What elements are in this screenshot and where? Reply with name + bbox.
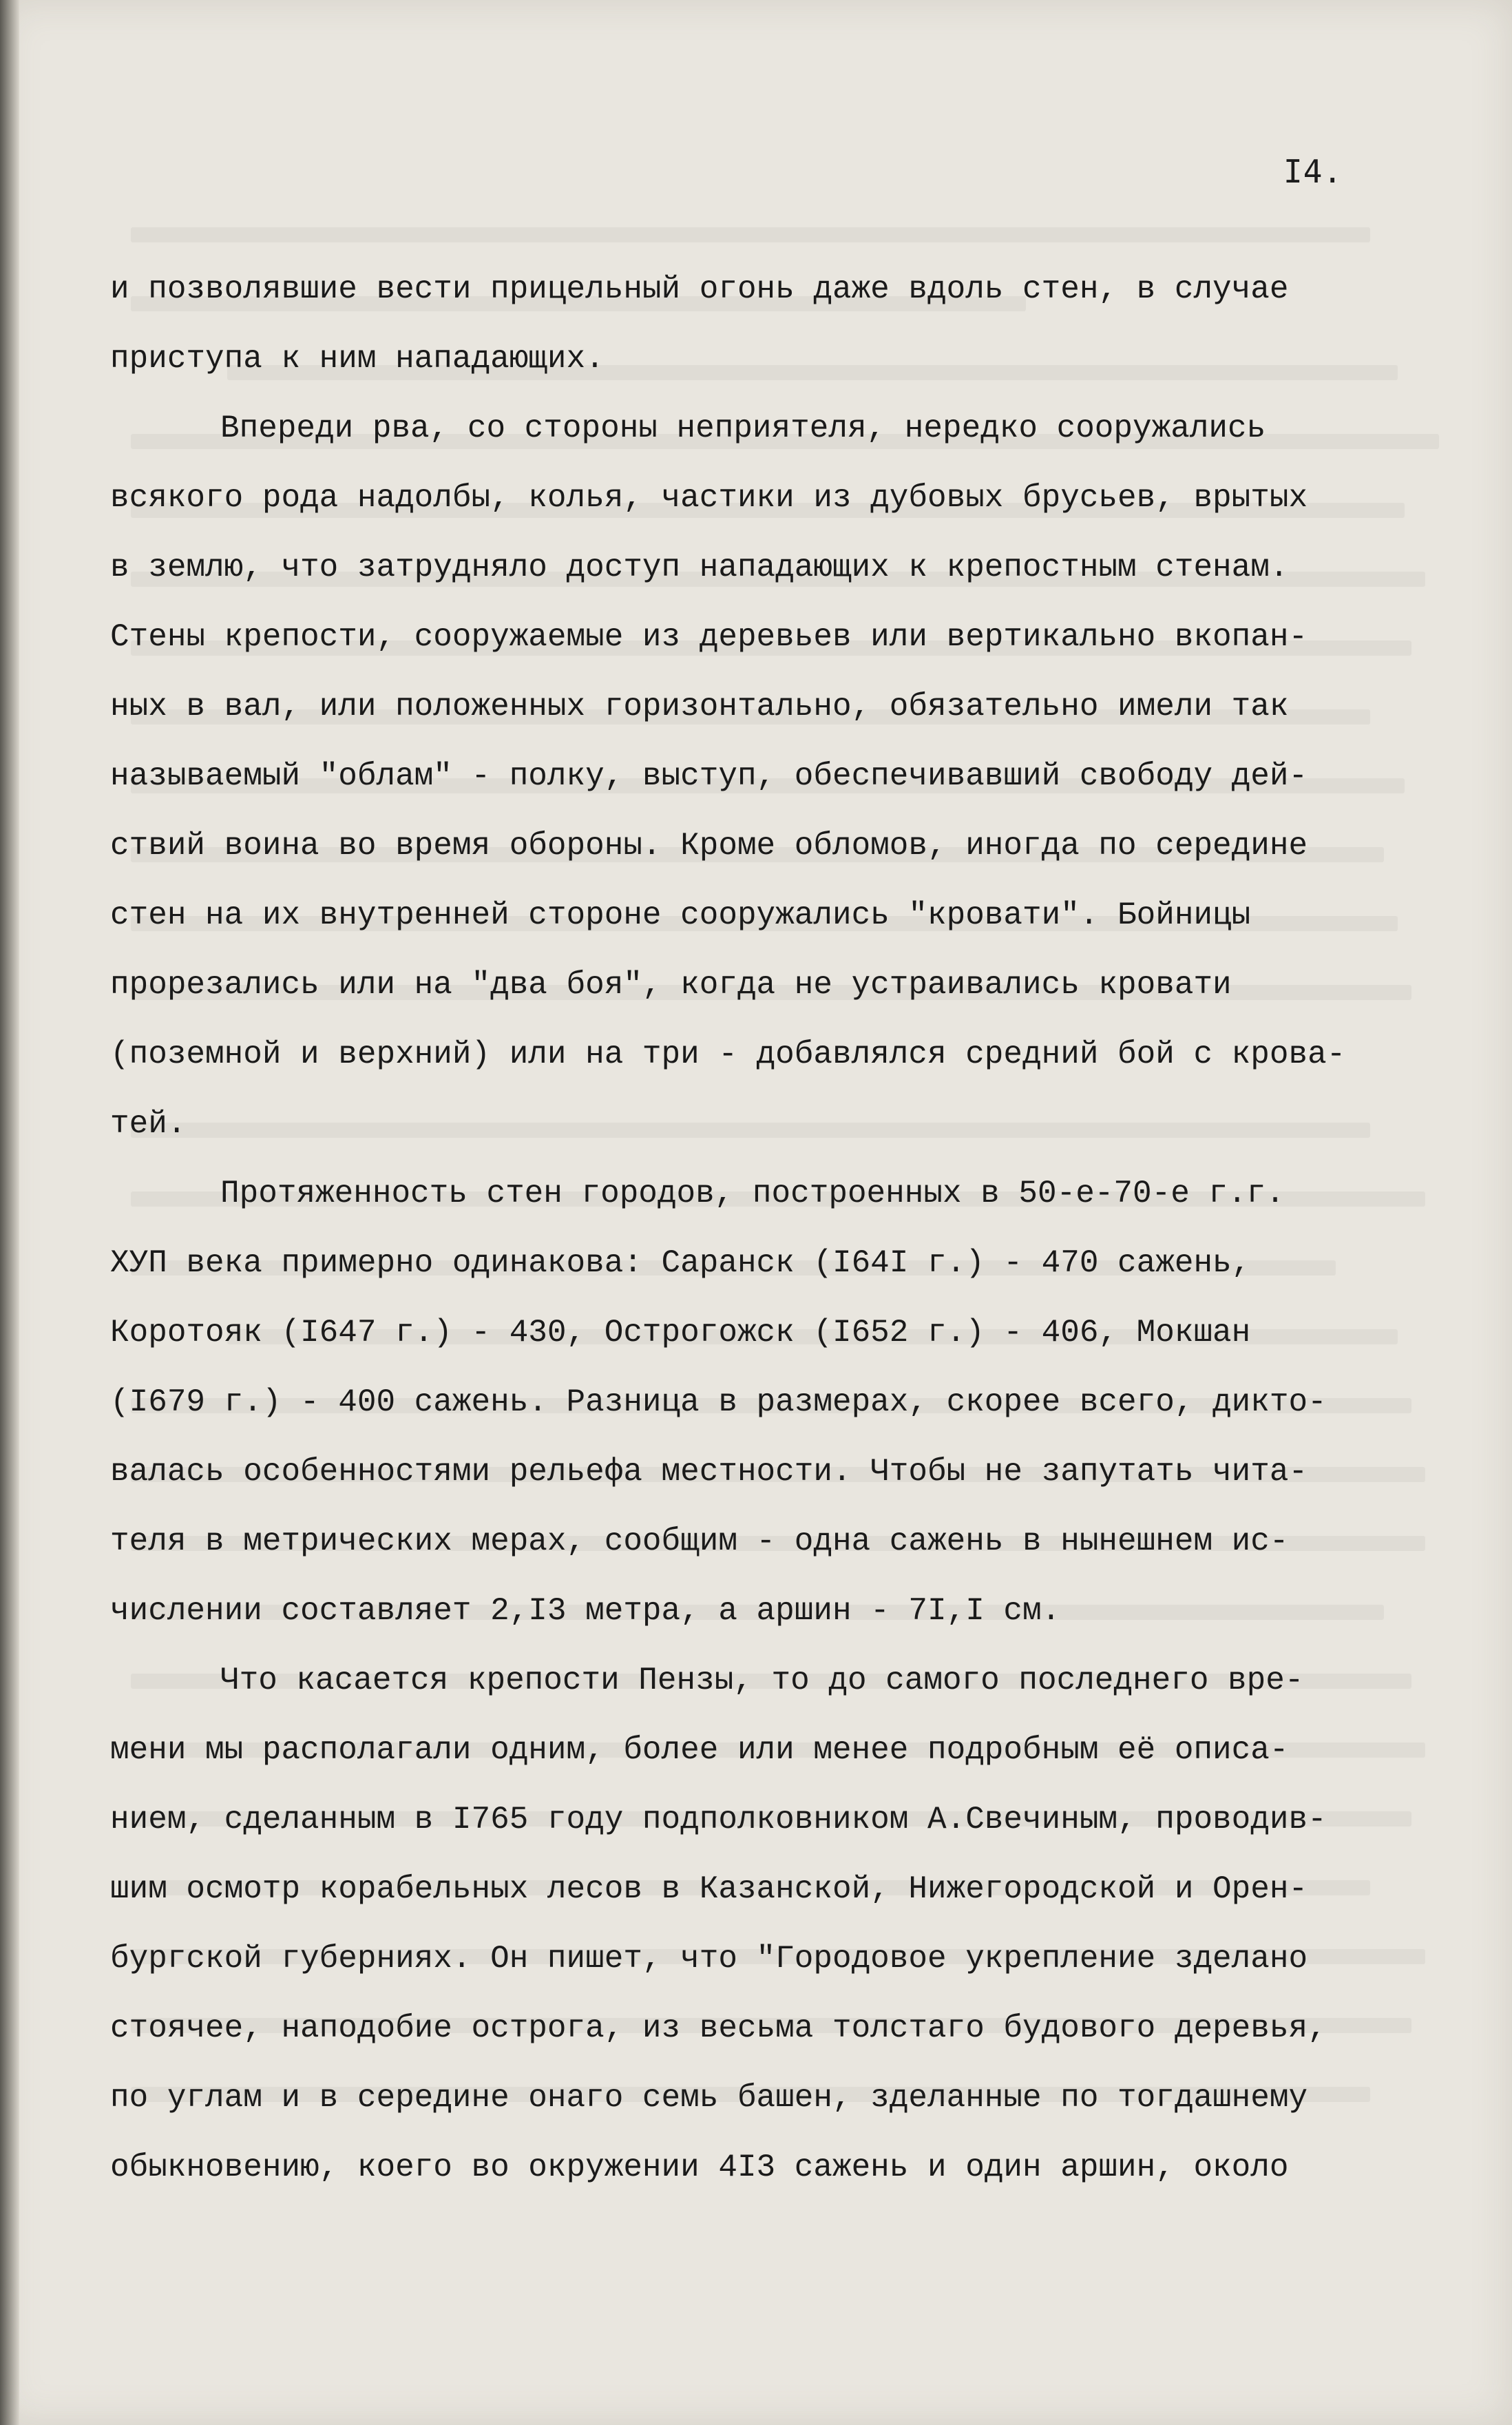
text-line: (поземной и верхний) или на три - добавлялся средний бой с крова- [110,1037,1346,1072]
text-line: приступа к ним нападающих. [110,341,605,377]
text-line: по углам и в середине онаго семь башен, зделанные по тогдашнему [110,2080,1308,2116]
page-number: I4. [1283,153,1343,190]
text-line: валась особенностями рельефа местности. Чтобы не запутать чита- [110,1454,1308,1490]
text-line: ствий воина во время обороны. Кроме обломов, иногда по середине [110,828,1308,864]
text-line: Впереди рва, со стороны неприятеля, нередко сооружались [220,410,1266,446]
text-line: (I679 г.) - 400 сажень. Разница в размерах, скорее всего, дикто- [110,1384,1327,1420]
text-line: мени мы располагали одним, более или менее подробным её описа- [110,1732,1289,1768]
text-line: стен на их внутренней стороне сооружались "кровати". Бойницы [110,897,1251,933]
text-line: и позволявшие вести прицельный огонь даже вдоль стен, в случае [110,271,1289,307]
text-line: числении составляет 2,I3 метра, а аршин - 7I,I см. [110,1593,1061,1629]
page-edge-shadow [0,0,19,2425]
text-line: в землю, что затрудняло доступ нападающих к крепостным стенам. [110,550,1289,585]
text-line: Что касается крепости Пензы, то до самого последнего вре- [220,1663,1304,1698]
text-line: бургской губерниях. Он пишет, что "Городовое укрепление зделано [110,1941,1308,1977]
text-line: ХУП века примерно одинакова: Саранск (I64I г.) - 470 сажень, [110,1245,1251,1281]
text-line: стоячее, наподобие острога, из весьма толстаго будового деревья, [110,2010,1327,2046]
text-line: всякого рода надолбы, колья, частики из дубовых брусьев, врытых [110,480,1308,516]
text-line: прорезались или на "два боя", когда не устраивались кровати [110,967,1232,1003]
text-line: Протяженность стен городов, построенных в 50-е-70-е г.г. [220,1176,1285,1211]
text-line: шим осмотр корабельных лесов в Казанской, Нижегородской и Орен- [110,1871,1308,1907]
typewritten-text-body [110,255,1473,2203]
text-line: Коротояк (I647 г.) - 430, Острогожск (I652 г.) - 406, Мокшан [110,1315,1251,1351]
text-line: нием, сделанным в I765 году подполковником А.Свечиным, проводив- [110,1802,1327,1838]
text-line: называемый "облам" - полку, выступ, обеспечивавший свободу дей- [110,758,1308,794]
text-line: ных в вал, или положенных горизонтально, обязательно имели так [110,689,1289,725]
text-line: обыкновению, коего во окружении 4I3 сажень и один аршин, около [110,2150,1289,2185]
text-line: теля в метрических мерах, сообщим - одна сажень в нынешнем ис- [110,1523,1289,1559]
text-line: Стены крепости, сооружаемые из деревьев или вертикально вкопан- [110,619,1308,655]
text-line: тей. [110,1106,187,1142]
